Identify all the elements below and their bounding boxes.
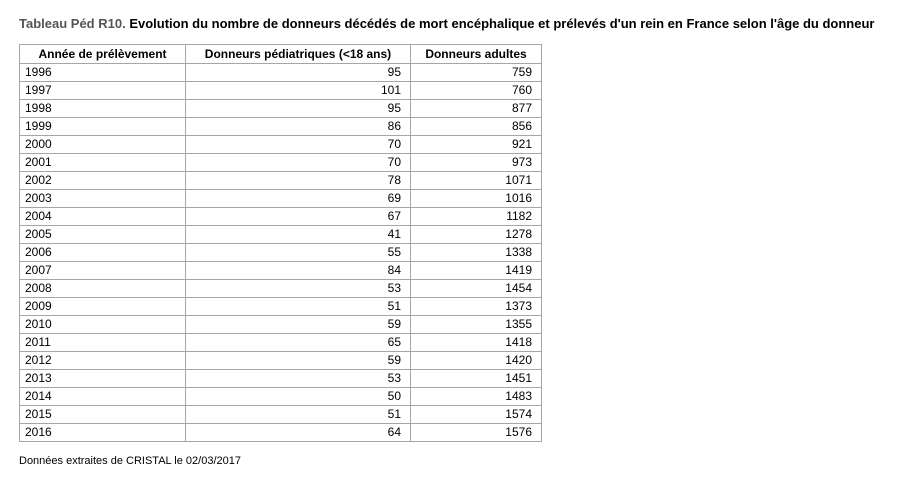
table-row bbox=[20, 226, 542, 244]
cell-pediatric-donors: 70 bbox=[186, 136, 411, 154]
table-row bbox=[20, 316, 542, 334]
cell-pediatric-donors: 64 bbox=[186, 424, 411, 442]
table-row bbox=[20, 64, 542, 82]
table-row bbox=[20, 406, 542, 424]
cell-pediatric-donors: 59 bbox=[186, 352, 411, 370]
cell-pediatric-donors: 69 bbox=[186, 190, 411, 208]
table-row bbox=[20, 334, 542, 352]
table-row bbox=[20, 100, 542, 118]
cell-year: 1996 bbox=[20, 64, 186, 82]
cell-year: 2000 bbox=[20, 136, 186, 154]
table-row bbox=[20, 208, 542, 226]
cell-year: 2015 bbox=[20, 406, 186, 424]
cell-adult-donors: 1373 bbox=[411, 298, 542, 316]
table-row bbox=[20, 262, 542, 280]
cell-year: 2007 bbox=[20, 262, 186, 280]
cell-pediatric-donors: 50 bbox=[186, 388, 411, 406]
cell-adult-donors: 1419 bbox=[411, 262, 542, 280]
column-header-adult: Donneurs adultes bbox=[411, 45, 542, 64]
cell-adult-donors: 760 bbox=[411, 82, 542, 100]
cell-year: 2012 bbox=[20, 352, 186, 370]
cell-year: 2016 bbox=[20, 424, 186, 442]
cell-year: 2008 bbox=[20, 280, 186, 298]
cell-adult-donors: 1451 bbox=[411, 370, 542, 388]
table-row bbox=[20, 280, 542, 298]
cell-adult-donors: 1355 bbox=[411, 316, 542, 334]
cell-pediatric-donors: 70 bbox=[186, 154, 411, 172]
cell-adult-donors: 1574 bbox=[411, 406, 542, 424]
cell-adult-donors: 1071 bbox=[411, 172, 542, 190]
cell-year: 1998 bbox=[20, 100, 186, 118]
cell-pediatric-donors: 51 bbox=[186, 406, 411, 424]
cell-pediatric-donors: 86 bbox=[186, 118, 411, 136]
cell-year: 2002 bbox=[20, 172, 186, 190]
cell-pediatric-donors: 65 bbox=[186, 334, 411, 352]
table-body bbox=[20, 64, 542, 442]
cell-adult-donors: 1182 bbox=[411, 208, 542, 226]
table-title-text: Evolution du nombre de donneurs décédés de mort encéphalique et prélevés d'un rein en France selon l'âge du donneur bbox=[129, 16, 875, 31]
cell-pediatric-donors: 95 bbox=[186, 100, 411, 118]
cell-pediatric-donors: 84 bbox=[186, 262, 411, 280]
column-header-year: Année de prélèvement bbox=[20, 45, 186, 64]
cell-adult-donors: 1418 bbox=[411, 334, 542, 352]
cell-adult-donors: 1338 bbox=[411, 244, 542, 262]
table-row bbox=[20, 298, 542, 316]
cell-adult-donors: 921 bbox=[411, 136, 542, 154]
cell-pediatric-donors: 78 bbox=[186, 172, 411, 190]
table-title bbox=[19, 16, 874, 31]
table-row bbox=[20, 370, 542, 388]
cell-year: 2006 bbox=[20, 244, 186, 262]
cell-pediatric-donors: 51 bbox=[186, 298, 411, 316]
cell-year: 2001 bbox=[20, 154, 186, 172]
cell-year: 2014 bbox=[20, 388, 186, 406]
table-row bbox=[20, 82, 542, 100]
cell-pediatric-donors: 53 bbox=[186, 370, 411, 388]
table-row bbox=[20, 352, 542, 370]
cell-pediatric-donors: 67 bbox=[186, 208, 411, 226]
cell-adult-donors: 759 bbox=[411, 64, 542, 82]
table-header-row bbox=[20, 45, 542, 64]
table-row bbox=[20, 154, 542, 172]
cell-adult-donors: 856 bbox=[411, 118, 542, 136]
cell-adult-donors: 877 bbox=[411, 100, 542, 118]
cell-pediatric-donors: 59 bbox=[186, 316, 411, 334]
table-row bbox=[20, 136, 542, 154]
cell-year: 2005 bbox=[20, 226, 186, 244]
cell-adult-donors: 973 bbox=[411, 154, 542, 172]
cell-adult-donors: 1278 bbox=[411, 226, 542, 244]
cell-year: 2013 bbox=[20, 370, 186, 388]
table-row bbox=[20, 388, 542, 406]
cell-year: 2011 bbox=[20, 334, 186, 352]
cell-adult-donors: 1576 bbox=[411, 424, 542, 442]
source-note: Données extraites de CRISTAL le 02/03/2017 bbox=[19, 455, 241, 467]
cell-year: 2004 bbox=[20, 208, 186, 226]
table-row bbox=[20, 118, 542, 136]
cell-year: 2003 bbox=[20, 190, 186, 208]
table-row bbox=[20, 244, 542, 262]
cell-pediatric-donors: 53 bbox=[186, 280, 411, 298]
cell-year: 1997 bbox=[20, 82, 186, 100]
cell-adult-donors: 1420 bbox=[411, 352, 542, 370]
column-header-pediatric: Donneurs pédiatriques (<18 ans) bbox=[186, 45, 411, 64]
cell-adult-donors: 1483 bbox=[411, 388, 542, 406]
cell-pediatric-donors: 95 bbox=[186, 64, 411, 82]
cell-pediatric-donors: 55 bbox=[186, 244, 411, 262]
cell-pediatric-donors: 41 bbox=[186, 226, 411, 244]
table-row bbox=[20, 424, 542, 442]
cell-year: 2009 bbox=[20, 298, 186, 316]
table-row bbox=[20, 172, 542, 190]
cell-pediatric-donors: 101 bbox=[186, 82, 411, 100]
table-title-prefix: Tableau Péd R10. bbox=[19, 16, 126, 31]
cell-adult-donors: 1454 bbox=[411, 280, 542, 298]
cell-adult-donors: 1016 bbox=[411, 190, 542, 208]
cell-year: 1999 bbox=[20, 118, 186, 136]
table-row bbox=[20, 190, 542, 208]
cell-year: 2010 bbox=[20, 316, 186, 334]
donors-table bbox=[19, 44, 542, 442]
